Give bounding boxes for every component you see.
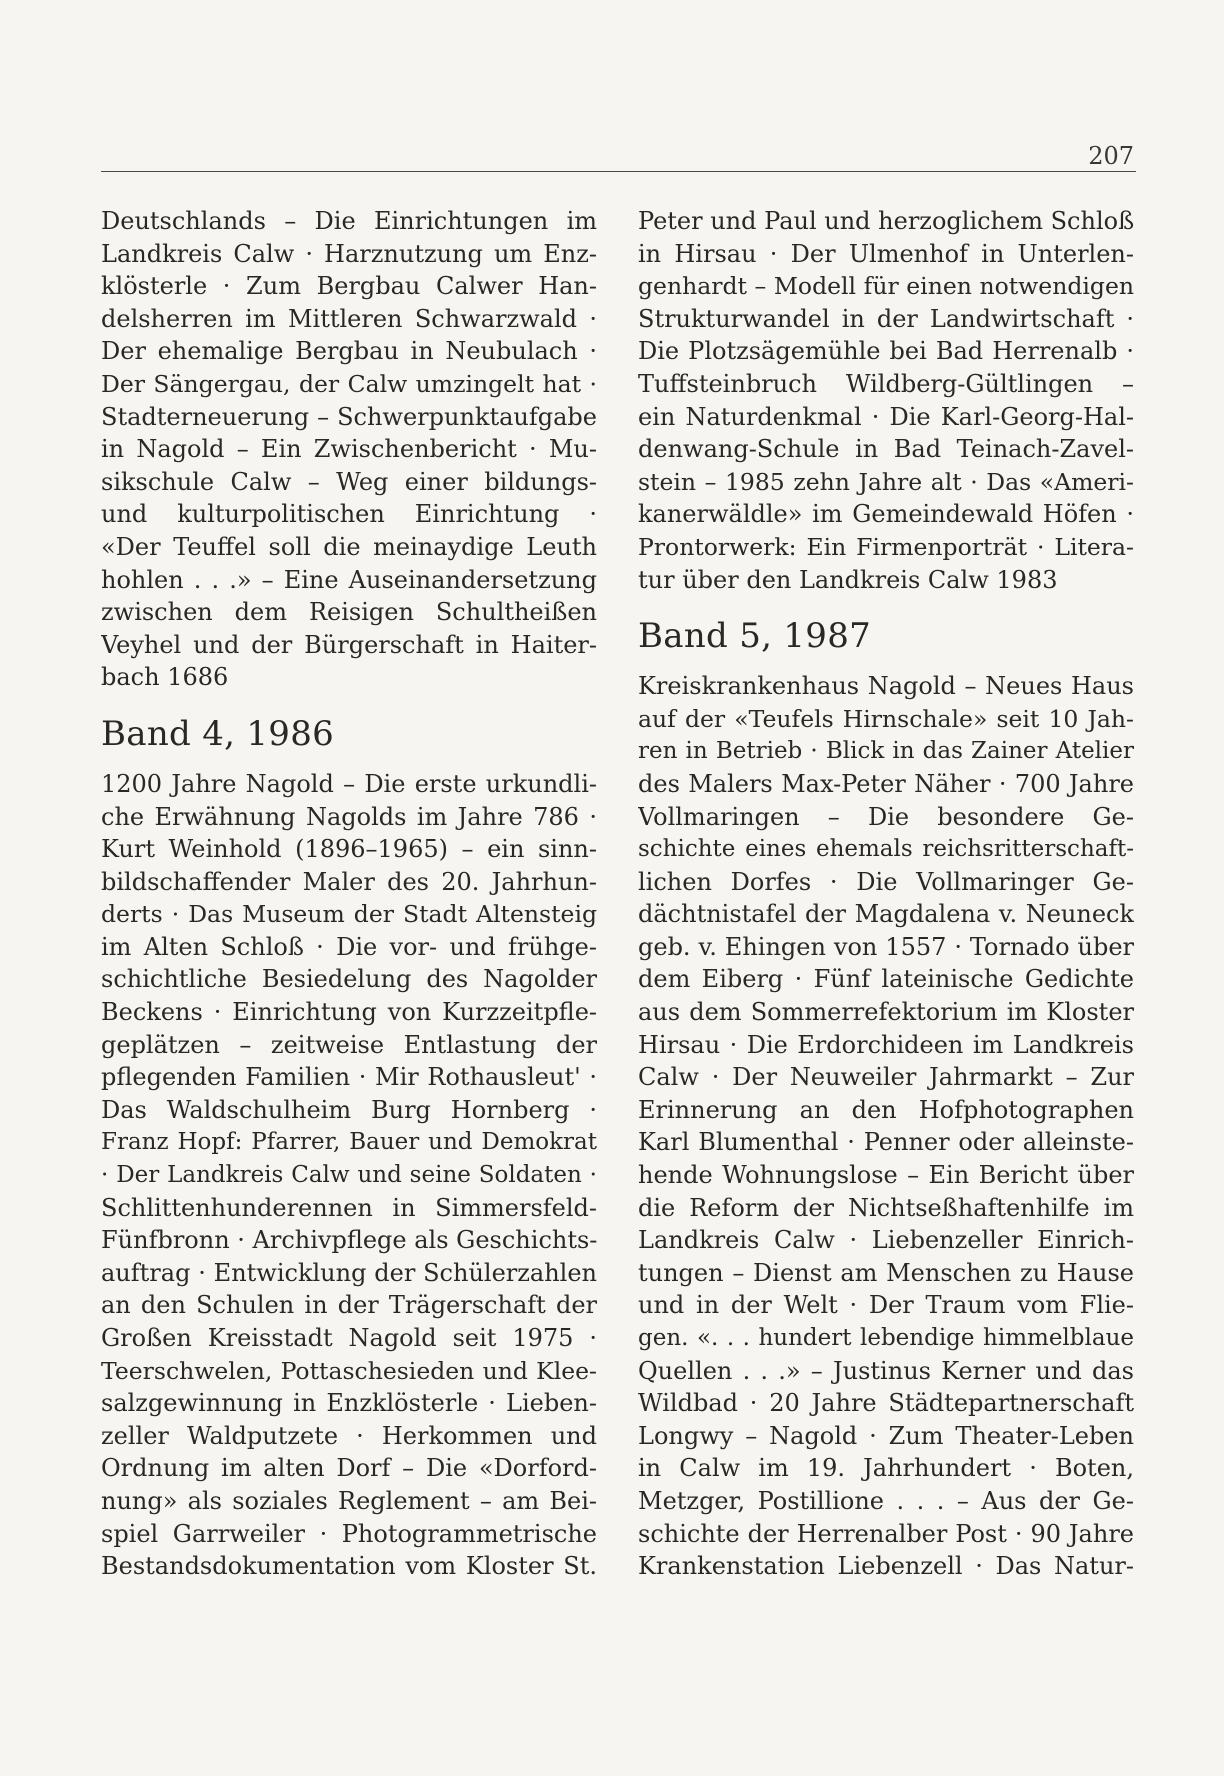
text-line: Krankenstation Liebenzell · Das Natur- xyxy=(638,1552,1134,1581)
text-line: zeller Waldputzete · Herkommen und xyxy=(101,1421,597,1450)
text-line: bach 1686 xyxy=(101,663,229,692)
text-line: ein Naturdenkmal · Die Karl-Georg-Hal- xyxy=(638,402,1134,431)
text-line: dem Eiberg · Fünf lateinische Gedichte xyxy=(638,965,1134,994)
text-line: Stadterneuerung – Schwerpunktaufgabe xyxy=(101,402,597,431)
text-line: Schlittenhunderennen in Simmersfeld- xyxy=(101,1193,597,1222)
text-line: auf der «Teufels Hirnschale» seit 10 Jah- xyxy=(638,704,1134,733)
left-column xyxy=(101,205,597,1583)
text-line: Landkreis Calw · Liebenzeller Einrich- xyxy=(638,1226,1134,1255)
header-rule xyxy=(101,171,1136,172)
text-line: des Malers Max-Peter Näher · 700 Jahre xyxy=(638,769,1134,798)
text-line: Beckens · Einrichtung von Kurzzeitpfle- xyxy=(101,998,597,1027)
text-line: schichte der Herrenalber Post · 90 Jahre xyxy=(638,1519,1134,1548)
text-line: Bestandsdokumentation vom Kloster St. xyxy=(101,1552,597,1581)
text-line: ren in Betrieb · Blick in das Zainer Atelier xyxy=(638,738,1134,765)
text-line: aus dem Sommerrefektorium im Kloster xyxy=(638,998,1134,1027)
text-line: Wildbad · 20 Jahre Städtepartnerschaft xyxy=(638,1389,1134,1418)
text-line: Calw · Der Neuweiler Jahrmarkt – Zur xyxy=(638,1063,1134,1092)
text-line: tur über den Landkreis Calw 1983 xyxy=(638,565,1058,594)
text-line: Karl Blumenthal · Penner oder alleinste- xyxy=(638,1128,1134,1157)
text-line: und kulturpolitischen Einrichtung · xyxy=(101,500,597,529)
text-line: schichte eines ehemals reichsritterschaft- xyxy=(638,836,1134,863)
heading-band-5: Band 5, 1987 xyxy=(638,616,872,657)
text-line: lichen Dorfes · Die Vollmaringer Ge- xyxy=(638,867,1134,896)
text-line: Quellen . . .» – Justinus Kerner und das xyxy=(638,1356,1134,1385)
text-line: Kurt Weinhold (1896–1965) – ein sinn- xyxy=(101,835,597,864)
text-line: kanerwäldle» im Gemeindewald Höfen · xyxy=(638,500,1134,529)
text-line: denwang-Schule in Bad Teinach-Zavel- xyxy=(638,435,1134,464)
text-line: Peter und Paul und herzoglichem Schloß xyxy=(638,207,1134,235)
text-line: Der ehemalige Bergbau in Neubulach · xyxy=(101,337,597,366)
text-line: an den Schulen in der Trägerschaft der xyxy=(101,1291,597,1320)
text-line: che Erwähnung Nagolds im Jahre 786 · xyxy=(101,802,597,831)
text-line: in Nagold – Ein Zwischenbericht · Mu- xyxy=(101,435,597,464)
text-line: Ordnung im alten Dorf – Die «Dorford- xyxy=(101,1454,597,1483)
text-line: genhardt – Modell für einen notwendigen xyxy=(638,272,1134,301)
page-number: 207 xyxy=(1088,142,1134,170)
text-line: · Der Landkreis Calw und seine Soldaten · xyxy=(101,1162,597,1189)
text-line: Großen Kreisstadt Nagold seit 1975 · xyxy=(101,1324,597,1352)
text-line: nung» als soziales Reglement – am Bei- xyxy=(101,1486,597,1515)
right-paragraph-2 xyxy=(638,670,1134,1583)
text-line: die Reform der Nichtseßhaftenhilfe im xyxy=(638,1193,1134,1222)
text-line: geb. v. Ehingen von 1557 · Tornado über xyxy=(638,932,1134,961)
text-line: Prontorwerk: Ein Firmenporträt · Litera- xyxy=(638,532,1134,561)
text-line: pflegenden Familien · Mir Rothausleut' · xyxy=(101,1063,597,1092)
text-line: hohlen . . .» – Eine Auseinandersetzung xyxy=(101,565,597,594)
text-line: gen. «. . . hundert lebendige himmelblaue xyxy=(638,1325,1134,1351)
text-line: sikschule Calw – Weg einer bildungs- xyxy=(101,467,597,496)
text-line: Deutschlands – Die Einrichtungen im xyxy=(101,207,597,235)
text-line: Landkreis Calw · Harznutzung um Enz- xyxy=(101,239,597,268)
text-line: geplätzen – zeitweise Entlastung der xyxy=(101,1030,597,1059)
text-line: delsherren im Mittleren Schwarzwald · xyxy=(101,304,597,333)
heading-band-4: Band 4, 1986 xyxy=(101,713,335,754)
text-line: Kreiskrankenhaus Nagold – Neues Haus xyxy=(638,672,1134,701)
text-line: Teerschwelen, Pottaschesieden und Klee- xyxy=(101,1356,597,1385)
text-line: im Alten Schloß · Die vor- und frühge- xyxy=(101,932,597,961)
text-line: Longwy – Nagold · Zum Theater-Leben xyxy=(638,1421,1134,1450)
text-line: Tuffsteinbruch Wildberg-Gültlingen – xyxy=(638,369,1134,398)
text-line: Fünfbronn · Archivpflege als Geschichts- xyxy=(101,1226,597,1255)
text-line: auftrag · Entwicklung der Schülerzahlen xyxy=(101,1258,597,1287)
right-paragraph-1 xyxy=(638,205,1134,596)
text-line: in Calw im 19. Jahrhundert · Boten, xyxy=(638,1454,1134,1483)
text-line: in Hirsau · Der Ulmenhof in Unterlen- xyxy=(638,239,1134,268)
text-line: 1200 Jahre Nagold – Die erste urkundli- xyxy=(101,769,597,798)
text-line: Veyhel und der Bürgerschaft in Haiter- xyxy=(101,630,597,659)
text-line: Das Waldschulheim Burg Hornberg · xyxy=(101,1095,597,1124)
text-line: Der Sängergau, der Calw umzingelt hat · xyxy=(101,369,597,398)
text-line: salzgewinnung in Enzklösterle · Lieben- xyxy=(101,1389,597,1418)
left-paragraph-1 xyxy=(101,205,597,694)
text-line: schichtliche Besiedelung des Nagolder xyxy=(101,965,597,994)
text-line: Metzger, Postillione . . . – Aus der Ge- xyxy=(638,1486,1134,1515)
left-paragraph-2 xyxy=(101,768,597,1583)
text-line: Strukturwandel in der Landwirtschaft · xyxy=(638,304,1134,333)
text-line: Franz Hopf: Pfarrer, Bauer und Demokrat xyxy=(101,1129,597,1156)
text-line: hende Wohnungslose – Ein Bericht über xyxy=(638,1161,1134,1190)
text-line: stein – 1985 zehn Jahre alt · Das «Ameri- xyxy=(638,467,1134,496)
text-line: spiel Garrweiler · Photogrammetrische xyxy=(101,1519,597,1548)
text-line: und in der Welt · Der Traum vom Flie- xyxy=(638,1291,1134,1320)
text-line: bildschaffender Maler des 20. Jahrhun- xyxy=(101,867,597,896)
text-line: derts · Das Museum der Stadt Altensteig xyxy=(101,900,597,929)
text-line: tungen – Dienst am Menschen zu Hause xyxy=(638,1258,1134,1287)
text-line: Vollmaringen – Die besondere Ge- xyxy=(638,802,1134,831)
text-line: Erinnerung an den Hofphotographen xyxy=(638,1095,1134,1124)
right-column xyxy=(638,205,1134,1583)
text-line: Die Plotzsägemühle bei Bad Herrenalb · xyxy=(638,337,1134,366)
text-line: klösterle · Zum Bergbau Calwer Han- xyxy=(101,272,597,301)
text-line: dächtnistafel der Magdalena v. Neuneck xyxy=(638,900,1134,929)
text-line: Hirsau · Die Erdorchideen im Landkreis xyxy=(638,1030,1134,1059)
text-line: zwischen dem Reisigen Schultheißen xyxy=(101,598,597,627)
text-line: «Der Teuffel soll die meinaydige Leuth xyxy=(101,532,597,561)
